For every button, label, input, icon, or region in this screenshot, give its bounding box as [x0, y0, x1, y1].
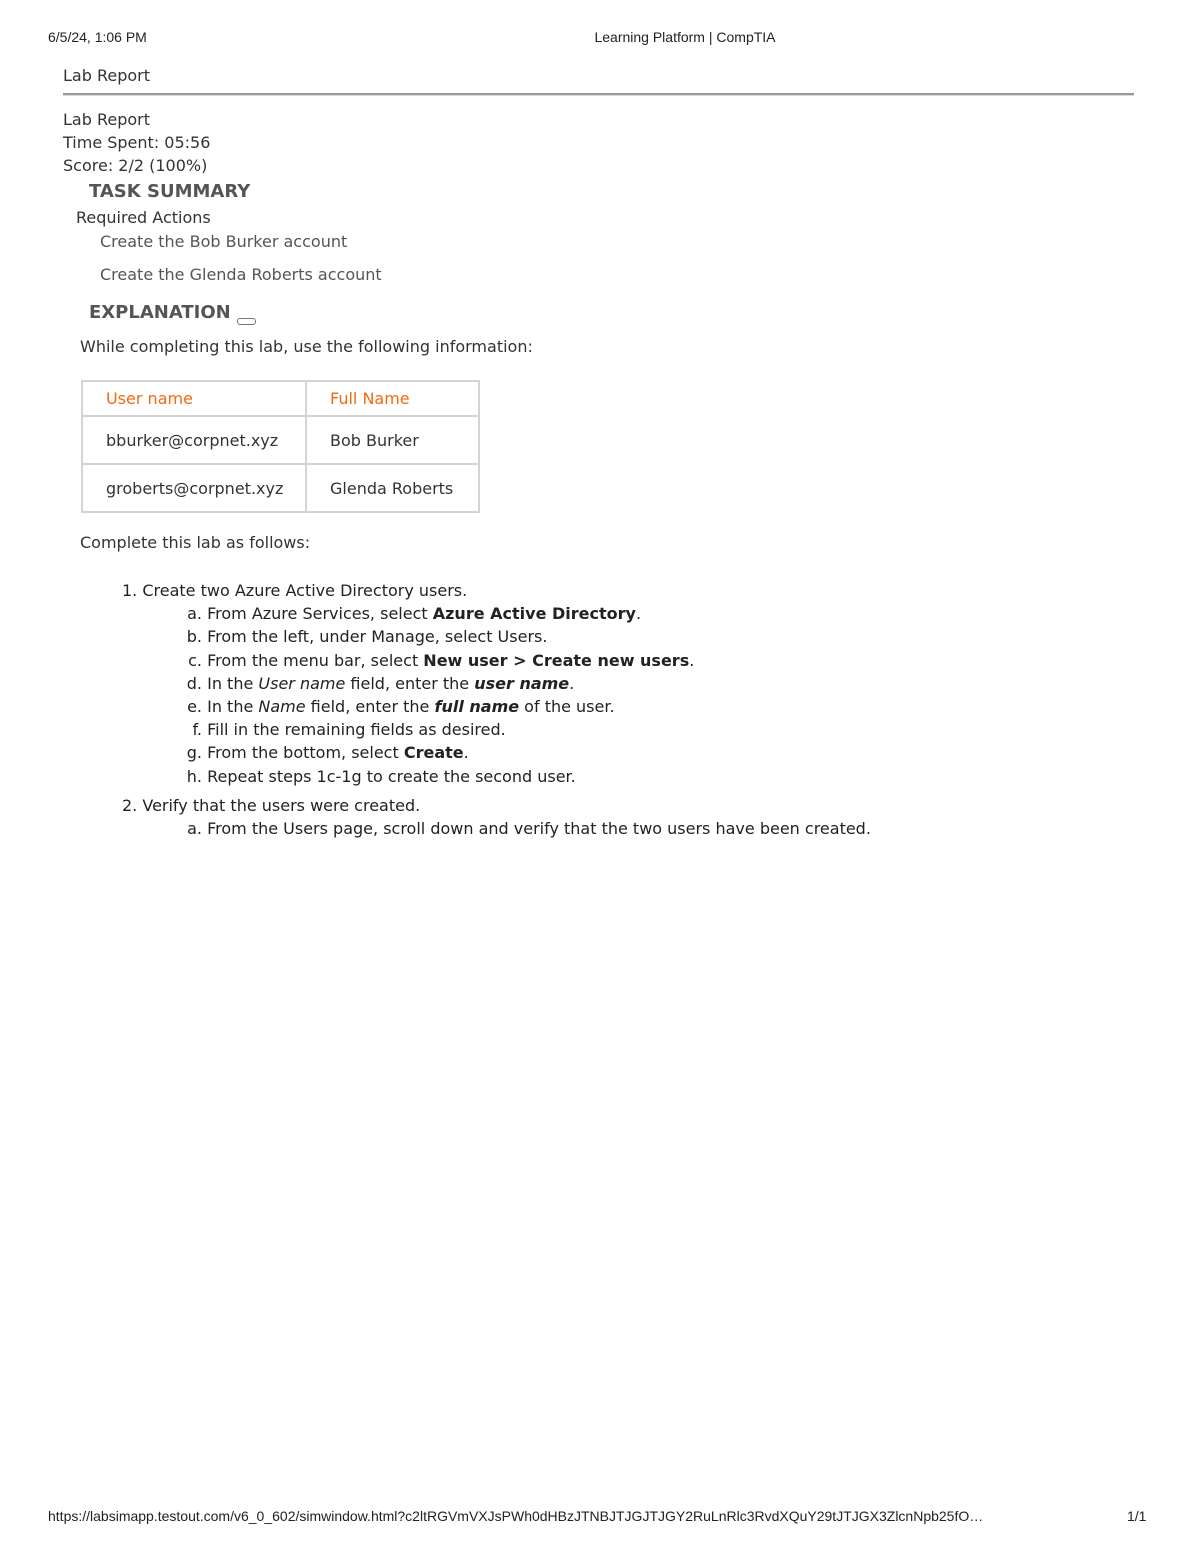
- table-header-row: [82, 381, 479, 416]
- substep-item: [122, 718, 871, 741]
- table-cell: Glenda Roberts: [306, 464, 479, 512]
- explanation-heading-label: EXPLANATION: [89, 302, 231, 323]
- required-action-item: Create the Bob Burker account: [100, 232, 348, 251]
- page-title: Lab Report: [63, 66, 150, 85]
- substep-text: From the Users page, scroll down and verify that the two users have been created.: [207, 819, 871, 839]
- substep-text: .: [635, 604, 642, 624]
- explanation-heading[interactable]: [89, 302, 256, 325]
- step-item: [122, 794, 871, 817]
- substep-item: [122, 765, 871, 788]
- report-title: Lab Report: [63, 110, 150, 129]
- print-header-datetime: 6/5/24, 1:06 PM: [48, 29, 147, 45]
- substep-letter: b.: [186, 627, 202, 647]
- task-summary-heading: TASK SUMMARY: [89, 181, 251, 202]
- table-cell: groberts@corpnet.xyz: [82, 464, 306, 512]
- table-row: [82, 464, 479, 512]
- step-number: 2.: [122, 795, 138, 815]
- score: Score: 2/2 (100%): [63, 156, 208, 175]
- explanation-intro: While completing this lab, use the following information:: [80, 337, 533, 356]
- collapse-icon[interactable]: [237, 318, 256, 325]
- complete-instructions: Complete this lab as follows:: [80, 533, 311, 552]
- substep-text: .: [569, 673, 575, 693]
- required-action-item: Create the Glenda Roberts account: [100, 265, 382, 284]
- time-spent: Time Spent: 05:56: [63, 133, 211, 152]
- substep-italic: User name: [258, 673, 346, 693]
- substep-text: .: [463, 743, 469, 763]
- substep-letter: d.: [186, 673, 202, 693]
- substep-text: .: [689, 650, 695, 670]
- column-header: User name: [82, 381, 306, 416]
- substep-text: From the bottom, select: [207, 743, 404, 763]
- substep-text: Fill in the remaining fields as desired.: [207, 720, 506, 740]
- substep-letter: g.: [186, 743, 202, 763]
- print-footer-url: https://labsimapp.testout.com/v6_0_602/simwindow.html?c2ltRGVmVXJsPWh0dHBzJTNBJTJGJTJGY2RuLnRlc3RvdXQuY29tJTJGX3ZlcnNpb25fO…: [48, 1508, 984, 1524]
- substep-text: In the: [207, 673, 259, 693]
- user-info-table: [81, 380, 480, 513]
- substep-text: of the user.: [519, 697, 615, 717]
- substep-item: [122, 741, 871, 764]
- step-text: Verify that the users were created.: [142, 795, 421, 815]
- substep-text: field, enter the: [345, 673, 475, 693]
- substep-text: field, enter the: [305, 697, 435, 717]
- substep-item: [122, 695, 871, 718]
- steps-list: [122, 579, 871, 840]
- substep-item: [122, 625, 871, 648]
- substep-item: [122, 602, 871, 625]
- report-meta: [63, 108, 210, 177]
- substep-bold: New user > Create new users: [423, 650, 690, 670]
- step-item: [122, 579, 871, 602]
- step-text: Create two Azure Active Directory users.: [142, 581, 468, 600]
- table-cell: bburker@corpnet.xyz: [82, 416, 306, 464]
- step-number: 1.: [122, 581, 138, 600]
- substep-letter: a.: [187, 819, 202, 839]
- substep-italic: Name: [258, 697, 306, 717]
- substep-item: [122, 672, 871, 695]
- substep-item: [122, 817, 871, 840]
- substep-letter: h.: [186, 766, 202, 786]
- print-header-title: Learning Platform | CompTIA: [594, 29, 776, 45]
- substep-letter: a.: [187, 604, 202, 624]
- substep-text: From the menu bar, select: [207, 650, 424, 670]
- required-actions-title: Required Actions: [76, 208, 211, 227]
- substep-text: Repeat steps 1c-1g to create the second user.: [207, 766, 576, 786]
- substep-letter: f.: [192, 720, 202, 740]
- substep-text: From Azure Services, select: [207, 604, 433, 624]
- substep-letter: c.: [188, 650, 202, 670]
- title-divider: [63, 93, 1134, 96]
- substep-text: From the left, under Manage, select Users.: [207, 627, 548, 647]
- substep-text: In the: [207, 697, 259, 717]
- column-header: Full Name: [306, 381, 479, 416]
- table-row: [82, 416, 479, 464]
- substep-letter: e.: [187, 697, 202, 717]
- substep-item: [122, 649, 871, 672]
- substep-bold: Azure Active Directory: [432, 604, 636, 624]
- substep-bold: Create: [403, 743, 464, 763]
- print-footer-page: 1/1: [1127, 1508, 1147, 1524]
- table-cell: Bob Burker: [306, 416, 479, 464]
- substep-bold-italic: full name: [434, 697, 520, 717]
- substep-bold-italic: user name: [474, 673, 570, 693]
